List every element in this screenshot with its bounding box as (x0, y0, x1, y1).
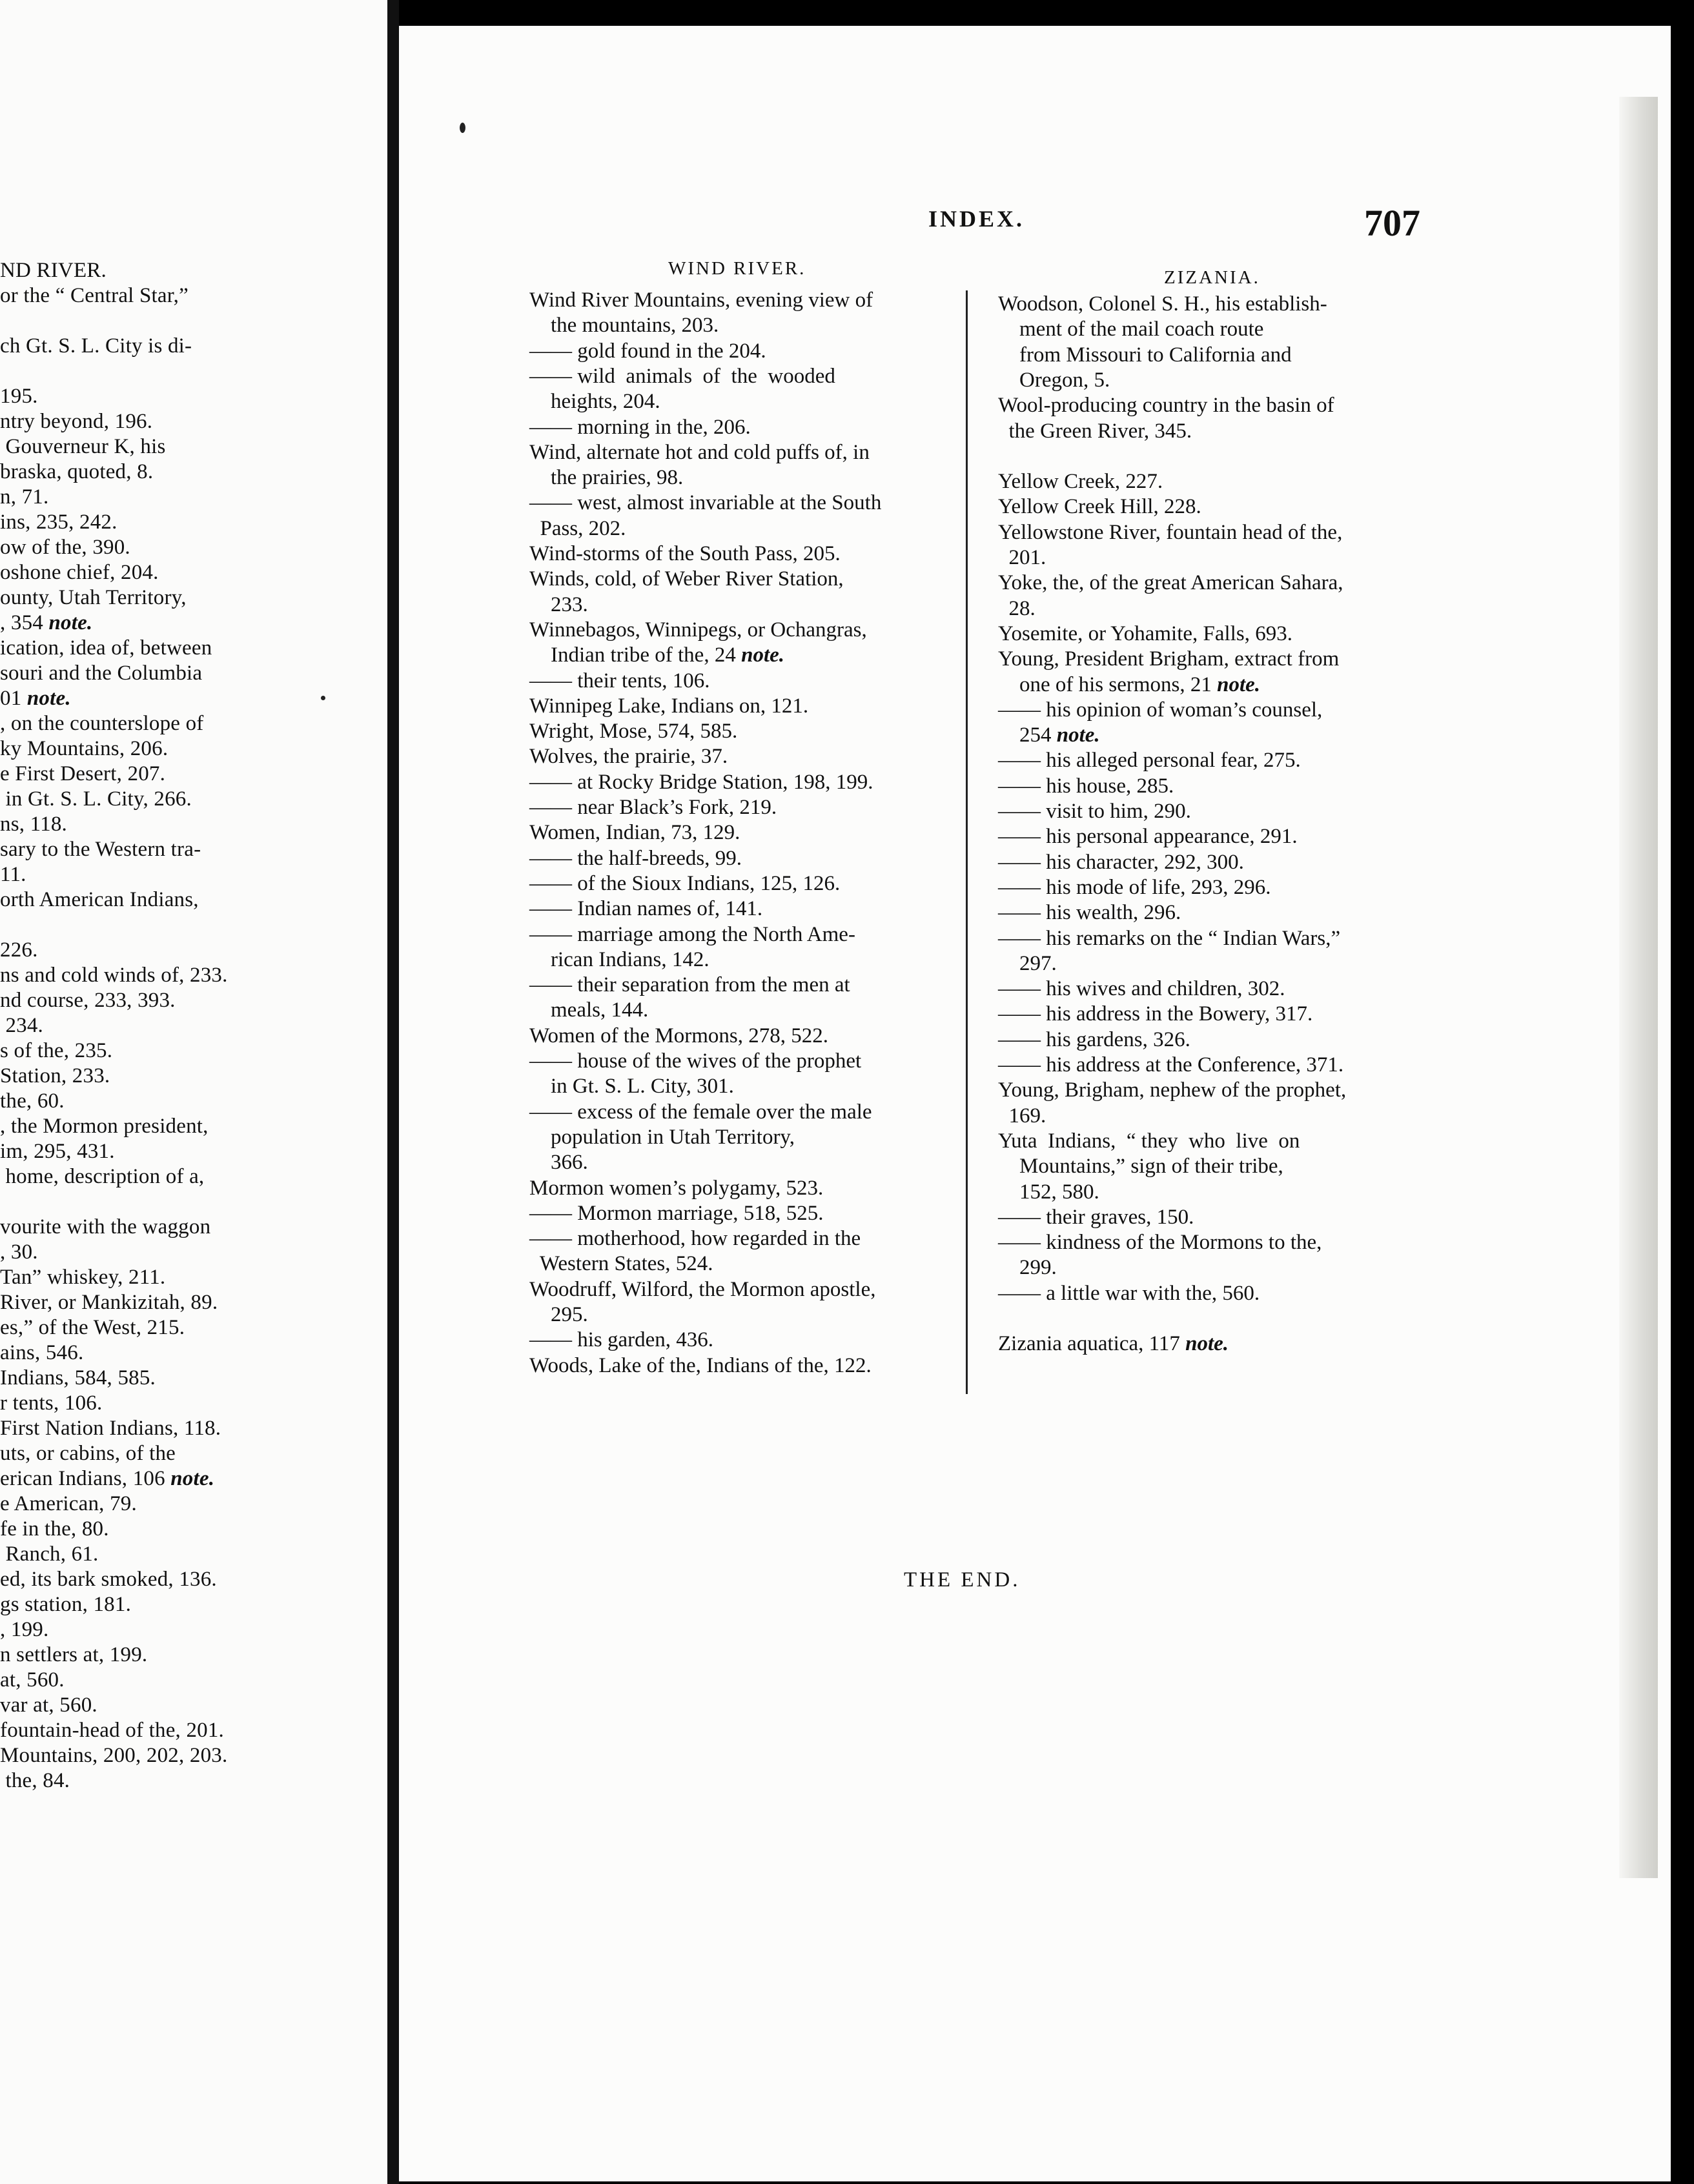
index-entry: Women of the Mormons, 278, 522. (529, 1024, 828, 1047)
index-entry: —— his character, 292, 300. (998, 850, 1244, 874)
index-entry: 297. (998, 951, 1057, 975)
left-page-line: ky Mountains, 206. (0, 737, 168, 760)
index-entry: —— at Rocky Bridge Station, 198, 199. (529, 770, 873, 794)
left-page-line: uts, or cabins, of the (0, 1442, 176, 1465)
left-page-line: ntry beyond, 196. (0, 410, 153, 433)
left-page-line: the, 60. (0, 1089, 65, 1113)
left-page (0, 0, 387, 2184)
index-entry: the prairies, 98. (529, 466, 684, 490)
index-entry: the mountains, 203. (529, 314, 719, 338)
left-page-line: orth American Indians, (0, 888, 199, 911)
index-entry: —— west, almost invariable at the South (529, 491, 882, 515)
index-entry: Yellow Creek, 227. (998, 470, 1163, 494)
index-entry: Indian tribe of the, 24 note. (529, 643, 785, 667)
left-page-line: ch Gt. S. L. City is di- (0, 334, 192, 358)
index-entry: Woodson, Colonel S. H., his establish- (998, 292, 1327, 316)
left-page-line: ND RIVER. (0, 259, 107, 282)
index-entry: —— excess of the female over the male (529, 1100, 872, 1124)
index-entry: —— Indian names of, 141. (529, 897, 763, 921)
left-page-line: 226. (0, 938, 38, 962)
page-number: 707 (1364, 202, 1420, 244)
index-entry: Wind River Mountains, evening view of (529, 288, 873, 312)
left-page-line: n, 71. (0, 485, 49, 509)
index-entry: —— near Black’s Fork, 219. (529, 796, 777, 819)
index-entry: —— his address at the Conference, 371. (998, 1053, 1344, 1077)
index-entry: Mountains,” sign of their tribe, (998, 1155, 1283, 1178)
index-entry: the Green River, 345. (998, 419, 1192, 443)
index-entry: —— marriage among the North Ame- (529, 922, 855, 946)
index-entry: —— their tents, 106. (529, 669, 710, 693)
left-page-line: es,” of the West, 215. (0, 1316, 185, 1339)
gutter (387, 0, 399, 2184)
column-heading-right: ZIZANIA. (1164, 267, 1260, 288)
left-page-line: , 354 note. (0, 611, 93, 634)
left-page-line: , on the counterslope of (0, 712, 204, 735)
left-page-line: gs station, 181. (0, 1593, 132, 1616)
left-page-line: n settlers at, 199. (0, 1643, 148, 1666)
index-entry: rican Indians, 142. (529, 947, 709, 971)
index-entry: —— kindness of the Mormons to the, (998, 1231, 1322, 1255)
left-page-line: Ranch, 61. (0, 1542, 99, 1566)
index-entry: Wool-producing country in the basin of (998, 394, 1334, 418)
left-page-line: oshone chief, 204. (0, 561, 159, 584)
index-entry: Winnebagos, Winnipegs, or Ochangras, (529, 618, 867, 642)
index-entry: Wright, Mose, 574, 585. (529, 720, 738, 743)
left-page-line: ed, its bark smoked, 136. (0, 1568, 217, 1591)
the-end: THE END. (904, 1568, 1021, 1592)
index-entry: —— a little war with the, 560. (998, 1281, 1260, 1305)
left-page-line: var at, 560. (0, 1694, 97, 1717)
index-entry: —— the half-breeds, 99. (529, 846, 742, 870)
left-page-line: ow of the, 390. (0, 536, 130, 559)
left-page-line: e First Desert, 207. (0, 762, 166, 785)
left-page-line: sary to the Western tra- (0, 838, 201, 861)
left-page-line: e American, 79. (0, 1492, 137, 1515)
index-entry: —— his personal appearance, 291. (998, 825, 1298, 849)
index-entry: Yellowstone River, fountain head of the, (998, 520, 1343, 544)
left-page-line: 01 note. (0, 687, 71, 710)
left-page-line: ication, idea of, between (0, 636, 212, 660)
left-page-line: s of the, 235. (0, 1039, 113, 1062)
index-entry: 152, 580. (998, 1180, 1099, 1204)
index-entry: from Missouri to California and (998, 343, 1292, 367)
index-entry: —— his wealth, 296. (998, 901, 1181, 925)
left-page-line: , the Mormon president, (0, 1115, 209, 1138)
index-entry: —— wild animals of the wooded (529, 364, 835, 388)
index-entry: —— his house, 285. (998, 774, 1174, 798)
index-entry: Wind, alternate hot and cold puffs of, in (529, 440, 870, 464)
index-entry: Zizania aquatica, 117 note. (998, 1332, 1229, 1356)
index-entry: —— his opinion of woman’s counsel, (998, 698, 1323, 722)
left-page-line: souri and the Columbia (0, 662, 203, 685)
left-page-line: at, 560. (0, 1668, 65, 1692)
left-page-line: 11. (0, 863, 26, 886)
index-entry: 233. (529, 592, 588, 616)
index-entry: Yosemite, or Yohamite, Falls, 693. (998, 622, 1292, 645)
left-page-line: ins, 235, 242. (0, 511, 117, 534)
left-page-line: fountain-head of the, 201. (0, 1719, 225, 1742)
index-entry: Mormon women’s polygamy, 523. (529, 1176, 824, 1200)
index-entry: 169. (998, 1104, 1046, 1127)
index-entry: Woodruff, Wilford, the Mormon apostle, (529, 1277, 876, 1301)
index-entry: —— their separation from the men at (529, 973, 850, 997)
column-rule (966, 290, 968, 1394)
index-entry: —— his garden, 436. (529, 1328, 714, 1352)
index-entry: Woods, Lake of the, Indians of the, 122. (529, 1353, 872, 1377)
index-entry: —— their graves, 150. (998, 1205, 1194, 1229)
left-page-line: vourite with the waggon (0, 1215, 211, 1239)
left-page-line: im, 295, 431. (0, 1140, 115, 1163)
index-entry: Yoke, the, of the great American Sahara, (998, 571, 1343, 595)
index-entry: —— his alleged personal fear, 275. (998, 749, 1301, 773)
left-page-line: River, or Mankizitah, 89. (0, 1291, 218, 1314)
ink-speck (321, 696, 325, 700)
left-page-line: or the “ Central Star,” (0, 284, 189, 307)
index-entry: Western States, 524. (529, 1252, 713, 1276)
left-page-line: the, 84. (0, 1769, 70, 1792)
index-entry: —— house of the wives of the prophet (529, 1049, 862, 1073)
index-entry: —— his wives and children, 302. (998, 977, 1285, 1001)
left-page-line: Gouverneur K, his (0, 435, 166, 458)
left-page-line: , 30. (0, 1240, 38, 1264)
index-entry: —— of the Sioux Indians, 125, 126. (529, 871, 841, 895)
left-page-line: nd course, 233, 393. (0, 989, 176, 1012)
index-entry: —— morning in the, 206. (529, 415, 751, 439)
index-entry: Yuta Indians, “ they who live on (998, 1129, 1300, 1153)
index-entry: one of his sermons, 21 note. (998, 672, 1261, 696)
left-page-line: Tan” whiskey, 211. (0, 1266, 166, 1289)
left-page-line: First Nation Indians, 118. (0, 1417, 221, 1440)
index-entry: Young, President Brigham, extract from (998, 647, 1340, 671)
index-entry: —— visit to him, 290. (998, 800, 1191, 823)
index-entry: 201. (998, 546, 1046, 569)
index-entry: —— Mormon marriage, 518, 525. (529, 1201, 824, 1225)
running-head: INDEX. (928, 206, 1025, 232)
left-page-line: Station, 233. (0, 1064, 110, 1087)
index-entry: Wolves, the prairie, 37. (529, 745, 728, 769)
page-edge (1619, 97, 1658, 1878)
left-page-line: fe in the, 80. (0, 1517, 109, 1541)
index-entry: 295. (529, 1303, 588, 1326)
index-entry: —— motherhood, how regarded in the (529, 1227, 861, 1251)
index-entry: Yellow Creek Hill, 228. (998, 495, 1201, 519)
left-page-line: ains, 546. (0, 1341, 84, 1364)
left-page-line: ounty, Utah Territory, (0, 586, 187, 609)
index-entry: Young, Brigham, nephew of the prophet, (998, 1078, 1347, 1102)
index-entry: meals, 144. (529, 998, 649, 1022)
index-entry: Pass, 202. (529, 516, 626, 540)
index-entry: heights, 204. (529, 390, 660, 414)
index-entry: —— his gardens, 326. (998, 1027, 1190, 1051)
index-entry: 366. (529, 1151, 588, 1175)
left-page-line: Mountains, 200, 202, 203. (0, 1744, 228, 1767)
index-entry: Women, Indian, 73, 129. (529, 821, 740, 845)
index-entry: Oregon, 5. (998, 368, 1110, 392)
left-page-line: in Gt. S. L. City, 266. (0, 787, 192, 811)
index-entry: 254 note. (998, 723, 1100, 747)
index-entry: 28. (998, 596, 1036, 620)
left-page-line: home, description of a, (0, 1165, 205, 1188)
index-entry: —— his mode of life, 293, 296. (998, 875, 1271, 899)
left-page-line: , 199. (0, 1618, 49, 1641)
index-entry: population in Utah Territory, (529, 1125, 795, 1149)
index-entry: —— gold found in the 204. (529, 339, 766, 363)
left-page-line: 234. (0, 1014, 43, 1037)
index-entry: ment of the mail coach route (998, 318, 1264, 341)
index-entry: Winds, cold, of Weber River Station, (529, 567, 844, 591)
left-page-line: braska, quoted, 8. (0, 460, 154, 483)
index-entry: —— his remarks on the “ Indian Wars,” (998, 926, 1341, 950)
index-entry: 299. (998, 1256, 1057, 1280)
index-entry: Winnipeg Lake, Indians on, 121. (529, 694, 809, 718)
left-page-line: erican Indians, 106 note. (0, 1467, 215, 1490)
ink-speck (460, 123, 465, 133)
left-page-line: 195. (0, 385, 38, 408)
left-page-line: Indians, 584, 585. (0, 1366, 156, 1390)
left-page-line: ns and cold winds of, 233. (0, 964, 228, 987)
left-page-line: ns, 118. (0, 813, 67, 836)
left-page-line: r tents, 106. (0, 1391, 103, 1415)
index-entry: in Gt. S. L. City, 301. (529, 1075, 734, 1098)
index-entry: Wind-storms of the South Pass, 205. (529, 542, 841, 565)
index-entry: —— his address in the Bowery, 317. (998, 1002, 1313, 1026)
column-heading-left: WIND RIVER. (668, 258, 806, 279)
